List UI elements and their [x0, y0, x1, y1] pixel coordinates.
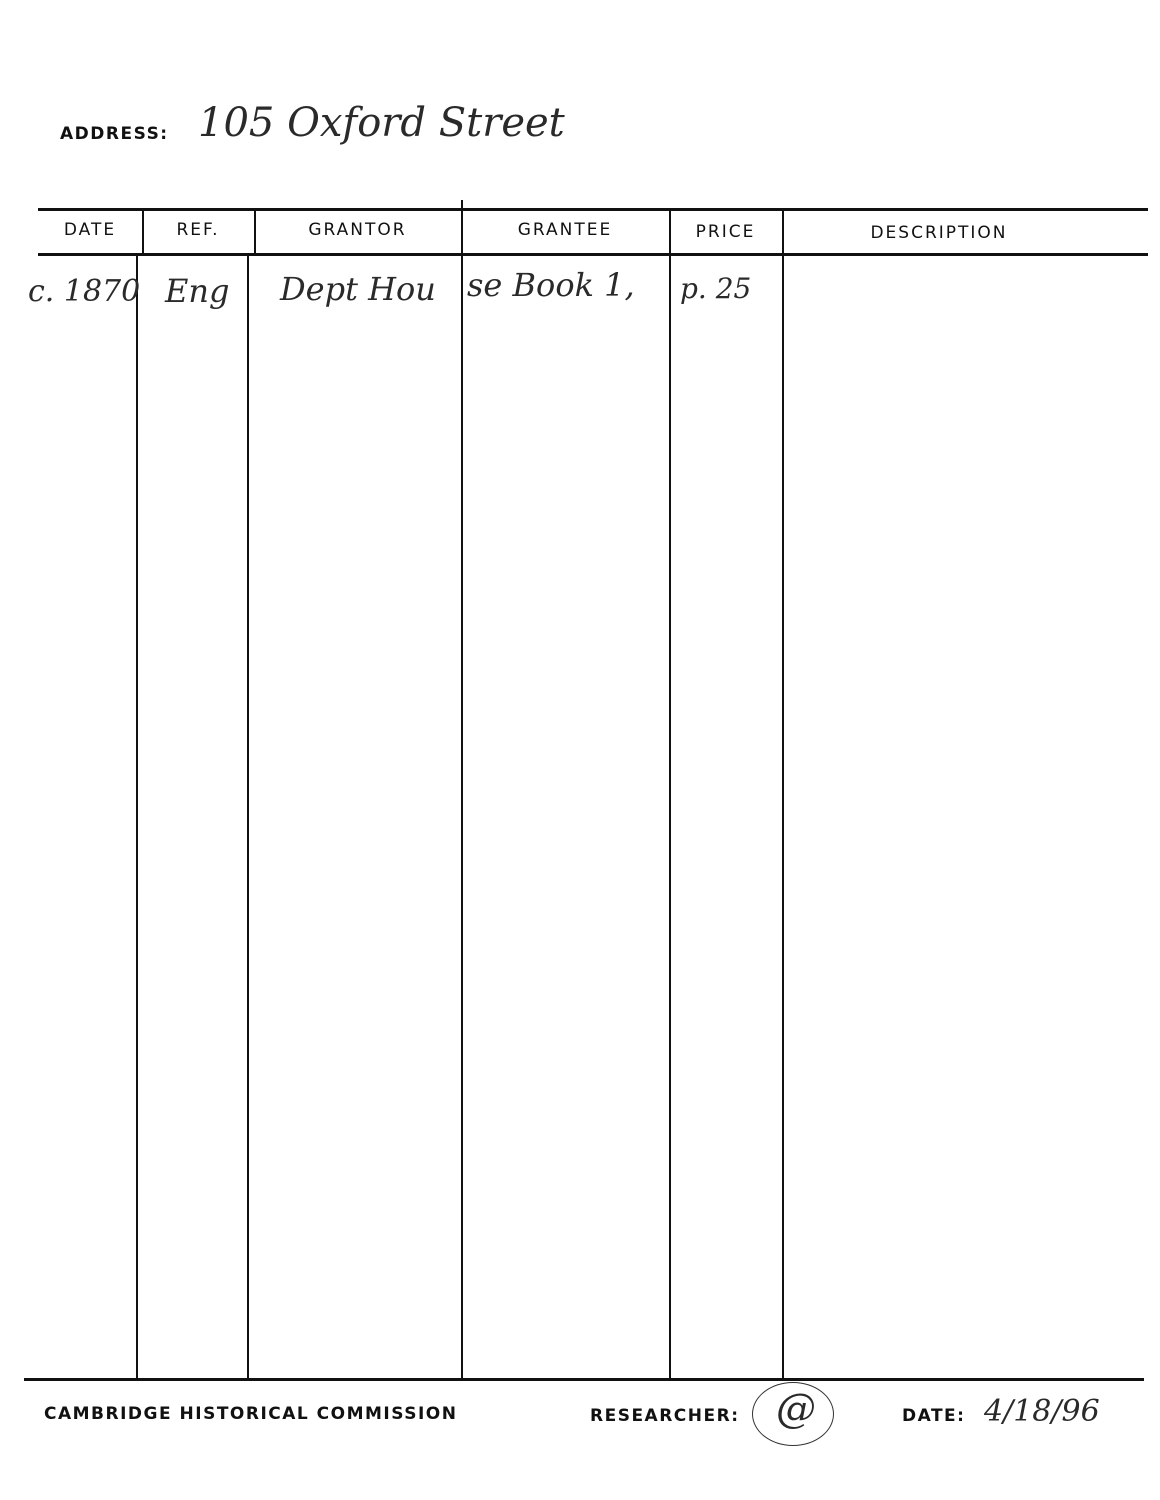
- column-divider: [461, 200, 463, 1380]
- column-divider: [669, 208, 671, 1380]
- date-value: 4/18/96: [984, 1394, 1100, 1429]
- row1-date: c. 1870: [28, 274, 141, 309]
- address-label: ADDRESS:: [60, 124, 169, 144]
- row1-price: p. 25: [680, 272, 752, 305]
- researcher-value: @: [776, 1386, 816, 1432]
- address-value: 105 Oxford Street: [198, 100, 565, 146]
- row1-grantor: Dept Hou: [280, 270, 436, 308]
- column-header-price: PRICE: [695, 222, 756, 242]
- researcher-label: RESEARCHER:: [590, 1406, 740, 1426]
- column-header-date: DATE: [63, 220, 117, 240]
- column-header-ref: REF.: [176, 220, 220, 240]
- column-header-description: DESCRIPTION: [870, 223, 1008, 243]
- column-divider: [782, 208, 784, 1380]
- commission-name: CAMBRIDGE HISTORICAL COMMISSION: [44, 1404, 458, 1424]
- date-label: DATE:: [902, 1406, 966, 1426]
- column-header-grantor: GRANTOR: [308, 220, 407, 240]
- row1-ref: Eng: [165, 272, 230, 310]
- table-header-rule: [38, 253, 1148, 256]
- column-divider: [247, 256, 249, 1380]
- column-divider: [136, 256, 138, 1380]
- table-bottom-rule: [24, 1378, 1144, 1381]
- column-header-grantee: GRANTEE: [517, 220, 613, 240]
- row1-grantee: se Book 1,: [467, 266, 635, 304]
- table-top-rule: [38, 208, 1148, 211]
